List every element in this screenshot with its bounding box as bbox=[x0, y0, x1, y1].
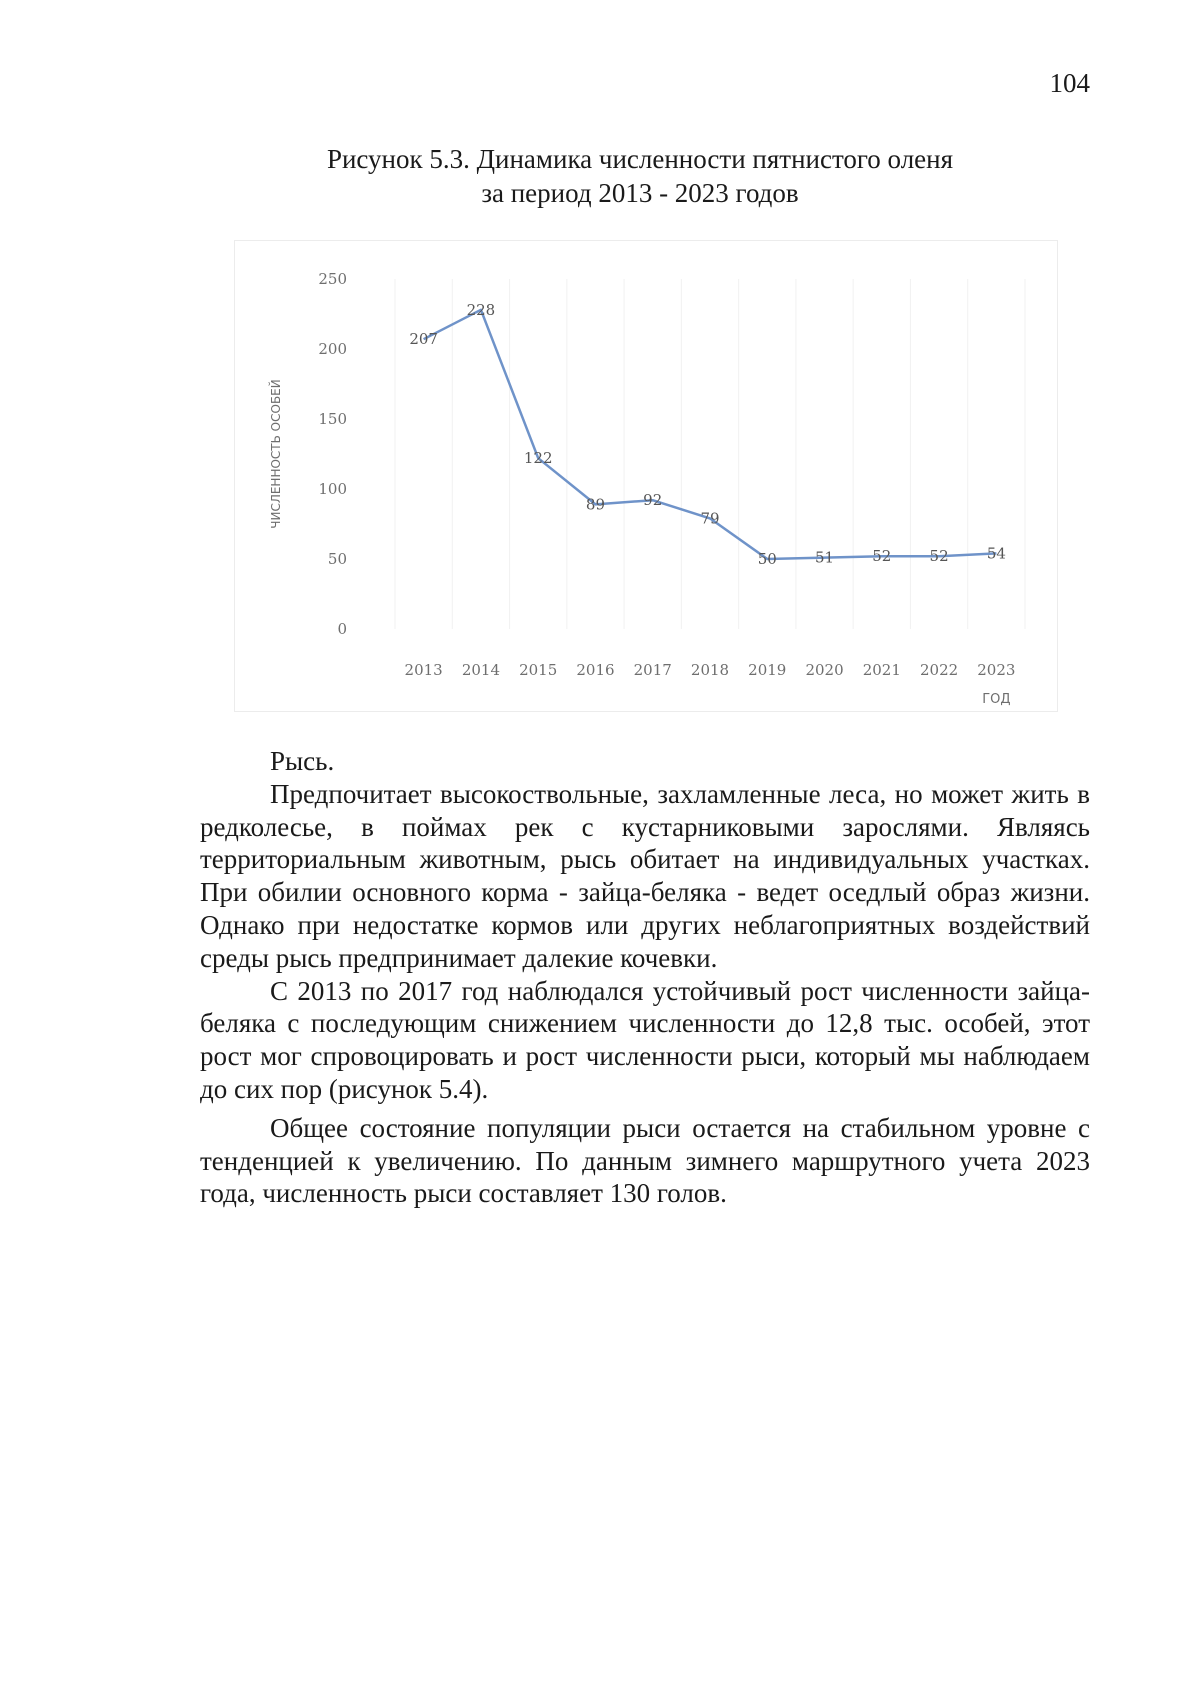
y-axis-title: ЧИСЛЕННОСТЬ ОСОБЕЙ bbox=[269, 379, 283, 529]
data-label: 52 bbox=[872, 547, 892, 566]
data-label: 79 bbox=[700, 509, 720, 528]
x-axis-title: ГОД bbox=[982, 692, 1011, 707]
page-number: 104 bbox=[1049, 68, 1090, 98]
data-label: 228 bbox=[466, 300, 496, 319]
x-tick-label: 2021 bbox=[862, 661, 901, 679]
data-label: 92 bbox=[643, 491, 663, 510]
paragraph-3: Общее состояние популяции рыси остается на стабильном уровне с тенденцией к увеличению. По данным зимнего маршрутного учета 2023 года, численность рыси составляет 130 голов. bbox=[200, 1112, 1090, 1209]
x-tick-label: 2013 bbox=[404, 661, 443, 679]
x-tick-label: 2023 bbox=[977, 661, 1016, 679]
section-heading: Рысь. bbox=[270, 746, 335, 776]
data-label: 122 bbox=[523, 449, 553, 468]
x-tick-label: 2016 bbox=[576, 661, 615, 679]
chart-frame bbox=[234, 240, 1058, 712]
y-tick-label: 50 bbox=[327, 550, 347, 568]
caption-line-2: за период 2013 - 2023 годов bbox=[481, 178, 799, 208]
y-tick-label: 0 bbox=[337, 620, 347, 638]
data-label: 89 bbox=[585, 495, 606, 514]
x-tick-label: 2022 bbox=[919, 661, 959, 679]
data-label: 52 bbox=[929, 547, 949, 566]
x-tick-label: 2020 bbox=[805, 661, 844, 679]
x-tick-label: 2018 bbox=[690, 661, 730, 679]
x-tick-label: 2017 bbox=[633, 661, 672, 679]
paragraph-1: Предпочитает высокоствольные, захламленные леса, но может жить в редколесье, в поймах рек с кустарниковыми зарослями. Являясь территориальным животным, рысь обитает на индивидуальных участках. При обилии основного корма - зайца-беляка - ведет оседлый образ жизни. Однако при недостатке кормов или других неблагоприятных воздействий среды рысь предпринимает далекие кочевки. bbox=[200, 778, 1090, 973]
line-chart bbox=[235, 241, 1057, 711]
y-tick-label: 200 bbox=[318, 340, 347, 358]
x-tick-label: 2014 bbox=[461, 661, 501, 679]
body-text bbox=[200, 745, 1090, 1210]
y-tick-label: 150 bbox=[318, 410, 347, 428]
data-label: 50 bbox=[757, 550, 777, 568]
y-tick-label: 250 bbox=[318, 270, 347, 288]
x-tick-label: 2015 bbox=[519, 661, 558, 679]
data-label: 54 bbox=[986, 544, 1006, 563]
paragraph-2: С 2013 по 2017 год наблюдался устойчивый рост численности зайца-беляка с последующим снижением численности до 12,8 тыс. особей, этот рост мог спровоцировать и рост численности рыси, который мы наблюдаем до сих пор (рисунок 5.4). bbox=[200, 975, 1090, 1104]
caption-line-1: Рисунок 5.3. Динамика численности пятнистого оленя bbox=[326, 144, 954, 174]
x-tick-label: 2019 bbox=[748, 661, 787, 679]
y-tick-label: 100 bbox=[318, 480, 347, 498]
data-label: 207 bbox=[409, 330, 438, 349]
data-label: 51 bbox=[814, 548, 835, 567]
figure-caption bbox=[250, 142, 1030, 210]
